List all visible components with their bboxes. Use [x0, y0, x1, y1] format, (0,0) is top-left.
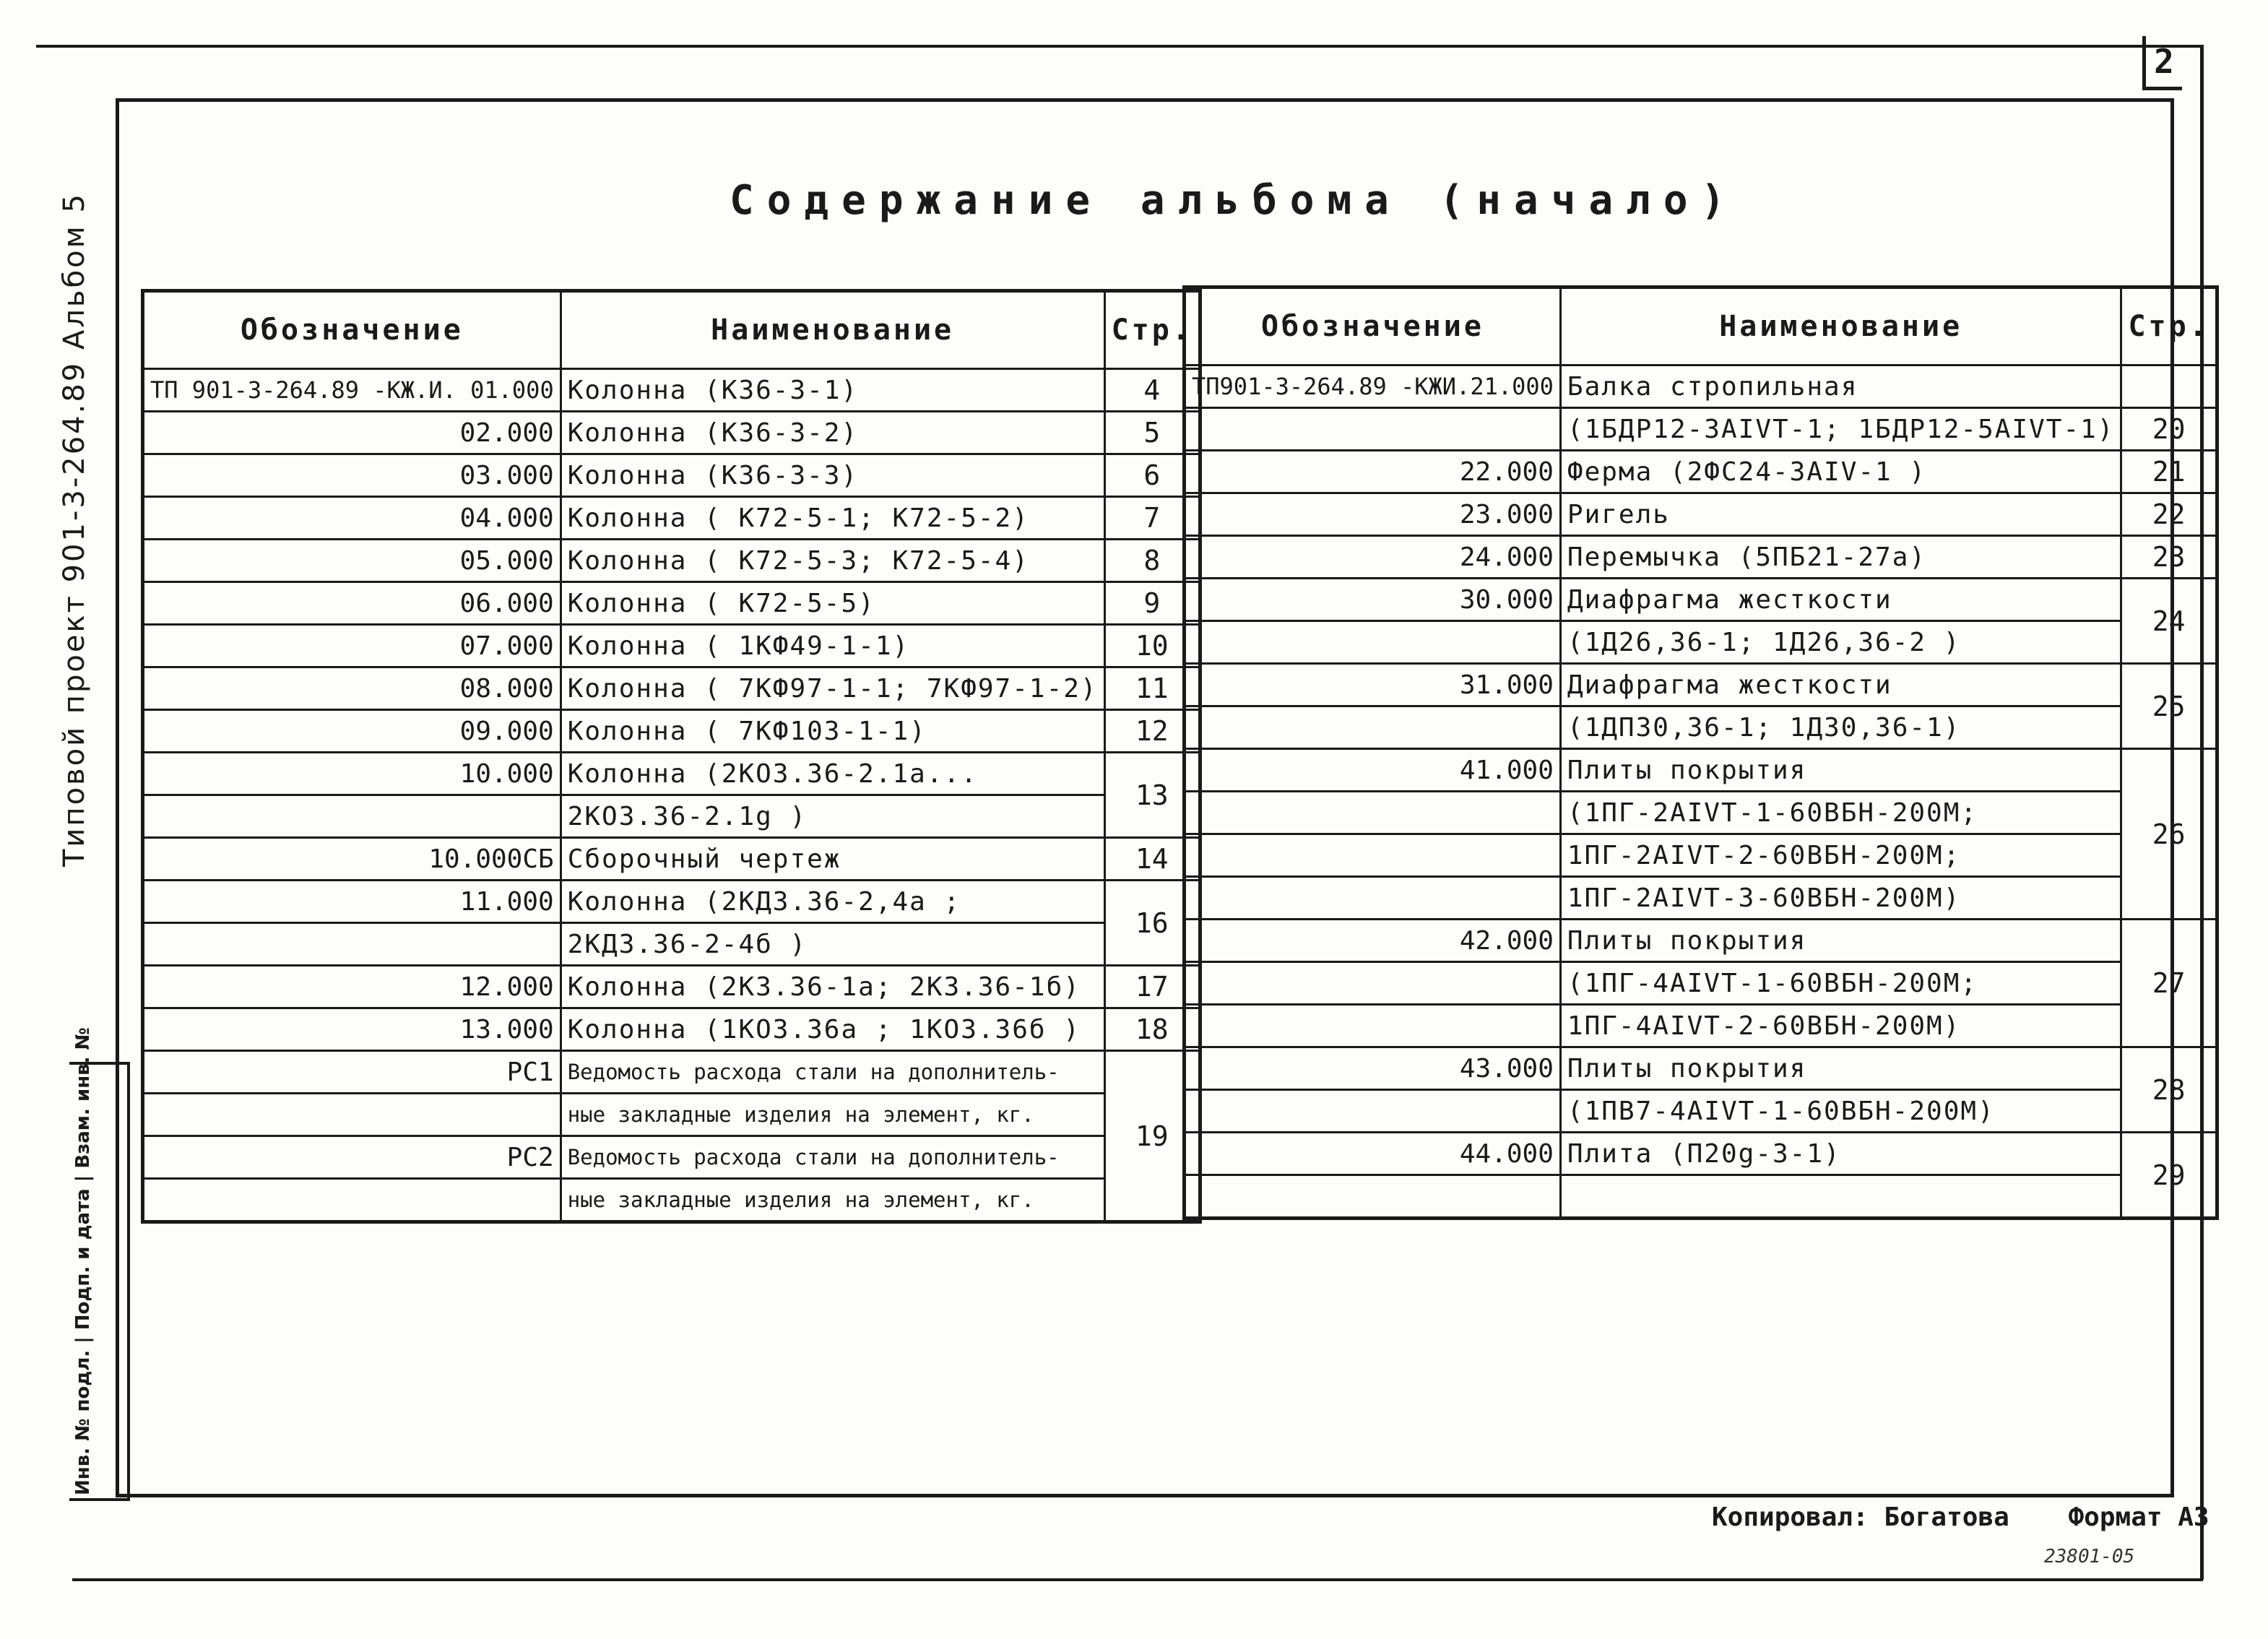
row-name: Колонна ( К72-5-1; К72-5-2) — [560, 497, 1104, 540]
table-row — [143, 412, 1200, 454]
row-code — [143, 1179, 561, 1222]
table-row — [143, 710, 1200, 753]
row-name: Колонна (1КО3.36а ; 1КО3.36б ) — [560, 1008, 1104, 1051]
inner-frame-top — [116, 98, 2174, 102]
row-code: ТП 901-3-264.89 -КЖ.И. 01.000 — [143, 369, 561, 412]
row-code: 31.000 — [1185, 664, 1561, 706]
row-code: 06.000 — [143, 582, 561, 625]
row-code — [143, 795, 561, 838]
row-name: (1ДП30,36-1; 1Д30,36-1) — [1560, 706, 2121, 749]
row-page: 23 — [2121, 536, 2217, 579]
toc-table-left — [141, 289, 1202, 1224]
table-row — [1185, 408, 2217, 451]
row-page: 20 — [2121, 408, 2217, 451]
table-row — [143, 1179, 1200, 1222]
row-name: (1ПГ-2АIVТ-1-60ВБН-200М; — [1560, 792, 2121, 834]
header-page: Стр. — [1104, 291, 1200, 369]
table-row — [143, 625, 1200, 667]
table-row — [143, 667, 1200, 710]
archive-number: 23801-05 — [2044, 1546, 2135, 1567]
row-page: 9 — [1104, 582, 1200, 625]
row-name: Колонна ( 1КФ49-1-1) — [560, 625, 1104, 667]
row-name: Диафрагма жесткости — [1560, 579, 2121, 621]
row-code: 24.000 — [1185, 536, 1561, 579]
row-page: 22 — [2121, 493, 2217, 536]
row-name: 2КО3.36-2.1g ) — [560, 795, 1104, 838]
row-page: 21 — [2121, 451, 2217, 493]
row-page: 19 — [1104, 1051, 1200, 1222]
row-code: 23.000 — [1185, 493, 1561, 536]
table-row — [1185, 451, 2217, 493]
row-name: 1ПГ-2АIVТ-2-60ВБН-200М; — [1560, 834, 2121, 877]
row-page: 28 — [2121, 1047, 2217, 1133]
row-name: Сборочный чертеж — [560, 838, 1104, 881]
header-code: Обозначение — [1185, 287, 1561, 366]
table-row — [1185, 834, 2217, 877]
table-row — [1185, 621, 2217, 664]
row-code — [143, 923, 561, 966]
row-name: 1ПГ-4АIVТ-2-60ВБН-200М) — [1560, 1005, 2121, 1047]
table-row — [143, 1094, 1200, 1136]
row-name: Колонна (К36-3-2) — [560, 412, 1104, 454]
row-code: 05.000 — [143, 540, 561, 582]
row-name: Балка стропильная — [1560, 366, 2121, 408]
row-name: Плиты покрытия — [1560, 749, 2121, 792]
row-page: 29 — [2121, 1133, 2217, 1219]
row-name: Колонна ( 7КФ97-1-1; 7КФ97-1-2) — [560, 667, 1104, 710]
row-page: 27 — [2121, 920, 2217, 1047]
row-name: 1ПГ-2АIVТ-3-60ВБН-200М) — [1560, 877, 2121, 920]
row-code: 08.000 — [143, 667, 561, 710]
row-code: 13.000 — [143, 1008, 561, 1051]
table-row — [143, 1136, 1200, 1179]
table-row — [143, 1008, 1200, 1051]
table-row — [1185, 366, 2217, 408]
row-code: 09.000 — [143, 710, 561, 753]
row-code: 43.000 — [1185, 1047, 1561, 1090]
row-code: 12.000 — [143, 966, 561, 1008]
table-row — [143, 582, 1200, 625]
row-code — [1185, 962, 1561, 1005]
row-page — [2121, 366, 2217, 408]
row-name: (1Д26,36-1; 1Д26,36-2 ) — [1560, 621, 2121, 664]
row-name: ные закладные изделия на элемент, кг. — [560, 1094, 1104, 1136]
page-title: Содержание альбома (начало) — [730, 177, 1739, 224]
row-code: 07.000 — [143, 625, 561, 667]
row-page: 14 — [1104, 838, 1200, 881]
row-page: 4 — [1104, 369, 1200, 412]
table-row — [143, 1051, 1200, 1094]
table-row — [1185, 1047, 2217, 1090]
header-name: Наименование — [1560, 287, 2121, 366]
toc-right-body — [1185, 366, 2217, 1219]
row-name — [1560, 1175, 2121, 1219]
outer-frame-top — [36, 45, 2203, 48]
row-page: 13 — [1104, 753, 1200, 838]
row-name: Диафрагма жесткости — [1560, 664, 2121, 706]
table-row — [1185, 962, 2217, 1005]
row-name: Колонна ( К72-5-3; К72-5-4) — [560, 540, 1104, 582]
table-row — [1185, 1133, 2217, 1175]
row-page: 11 — [1104, 667, 1200, 710]
row-page: 12 — [1104, 710, 1200, 753]
row-code — [1185, 621, 1561, 664]
row-page: 10 — [1104, 625, 1200, 667]
row-name: Колонна (2К3.36-1а; 2К3.36-1б) — [560, 966, 1104, 1008]
row-code: 10.000 — [143, 753, 561, 795]
row-code: 41.000 — [1185, 749, 1561, 792]
row-name: (1БДР12-3АIVТ-1; 1БДР12-5АIVТ-1) — [1560, 408, 2121, 451]
row-code: 44.000 — [1185, 1133, 1561, 1175]
row-page: 17 — [1104, 966, 1200, 1008]
row-code: РС1 — [143, 1051, 561, 1094]
table-row — [1185, 749, 2217, 792]
table-row — [1185, 920, 2217, 962]
row-code — [143, 1094, 561, 1136]
row-code: 22.000 — [1185, 451, 1561, 493]
row-name: Ведомость расхода стали на дополнитель- — [560, 1051, 1104, 1094]
row-name: Перемычка (5ПБ21-27а) — [1560, 536, 2121, 579]
table-row — [143, 838, 1200, 881]
stamp-label: Инв. № подл. | Подп. и дата | Взам. инв. № — [72, 1027, 94, 1495]
row-code — [1185, 408, 1561, 451]
copied-by: Копировал: Богатова — [1712, 1502, 2009, 1532]
row-name: Колонна (К36-3-1) — [560, 369, 1104, 412]
row-name: Ведомость расхода стали на дополнитель- — [560, 1136, 1104, 1179]
row-page: 5 — [1104, 412, 1200, 454]
header-page: Стр. — [2121, 287, 2217, 366]
table-row — [1185, 1090, 2217, 1133]
row-code — [1185, 834, 1561, 877]
row-page: 25 — [2121, 664, 2217, 749]
row-code: 11.000 — [143, 881, 561, 923]
row-code: 10.000СБ — [143, 838, 561, 881]
row-page: 26 — [2121, 749, 2217, 920]
row-name: Ригель — [1560, 493, 2121, 536]
row-name: 2КД3.36-2-4б ) — [560, 923, 1104, 966]
table-row — [1185, 536, 2217, 579]
table-row — [143, 795, 1200, 838]
table-row — [143, 497, 1200, 540]
toc-left-body — [143, 369, 1200, 1222]
row-name: ные закладные изделия на элемент, кг. — [560, 1179, 1104, 1222]
row-page: 8 — [1104, 540, 1200, 582]
row-code: РС2 — [143, 1136, 561, 1179]
row-name: Колонна ( 7КФ103-1-1) — [560, 710, 1104, 753]
table-row — [1185, 792, 2217, 834]
row-code — [1185, 877, 1561, 920]
row-name: Плита (П20g-3-1) — [1560, 1133, 2121, 1175]
table-row — [1185, 493, 2217, 536]
row-name: Колонна (К36-3-3) — [560, 454, 1104, 497]
row-page: 24 — [2121, 579, 2217, 664]
row-page: 6 — [1104, 454, 1200, 497]
footer — [1712, 1502, 2253, 1532]
row-code — [1185, 792, 1561, 834]
row-name: Колонна (2КД3.36-2,4а ; — [560, 881, 1104, 923]
side-project-label: Типовой проект 901-3-264.89 Альбом 5 — [58, 192, 91, 867]
row-code: 04.000 — [143, 497, 561, 540]
table-row — [143, 753, 1200, 795]
row-code — [1185, 1175, 1561, 1219]
row-code — [1185, 1090, 1561, 1133]
header-name: Наименование — [560, 291, 1104, 369]
sheet-format: Формат А3 — [2068, 1502, 2209, 1532]
row-code — [1185, 706, 1561, 749]
row-name: Ферма (2ФС24-3АIV-1 ) — [1560, 451, 2121, 493]
table-row — [1185, 1005, 2217, 1047]
table-row — [143, 454, 1200, 497]
row-name: Колонна ( К72-5-5) — [560, 582, 1104, 625]
table-row — [1185, 579, 2217, 621]
outer-frame-bottom — [72, 1578, 2203, 1581]
row-code: ТП901-3-264.89 -КЖИ.21.000 — [1185, 366, 1561, 408]
row-name: Колонна (2КО3.36-2.1а... — [560, 753, 1104, 795]
row-name: Плиты покрытия — [1560, 920, 2121, 962]
row-name: (1ПВ7-4АIVТ-1-60ВБН-200М) — [1560, 1090, 2121, 1133]
row-code: 30.000 — [1185, 579, 1561, 621]
row-name: (1ПГ-4АIVТ-1-60ВБН-200М; — [1560, 962, 2121, 1005]
row-code: 03.000 — [143, 454, 561, 497]
table-row — [143, 923, 1200, 966]
row-page: 16 — [1104, 881, 1200, 966]
row-code — [1185, 1005, 1561, 1047]
row-page: 7 — [1104, 497, 1200, 540]
table-row — [1185, 877, 2217, 920]
row-code: 02.000 — [143, 412, 561, 454]
table-row — [143, 540, 1200, 582]
header-code: Обозначение — [143, 291, 561, 369]
inner-frame-bottom — [116, 1494, 2174, 1497]
table-row — [1185, 664, 2217, 706]
table-row — [143, 369, 1200, 412]
table-row — [143, 966, 1200, 1008]
row-code: 42.000 — [1185, 920, 1561, 962]
table-row — [1185, 1175, 2217, 1219]
table-row — [143, 881, 1200, 923]
sheet-number: 2 — [2142, 36, 2182, 90]
row-page: 18 — [1104, 1008, 1200, 1051]
row-name: Плиты покрытия — [1560, 1047, 2121, 1090]
table-row — [1185, 706, 2217, 749]
toc-table-right — [1182, 285, 2219, 1220]
